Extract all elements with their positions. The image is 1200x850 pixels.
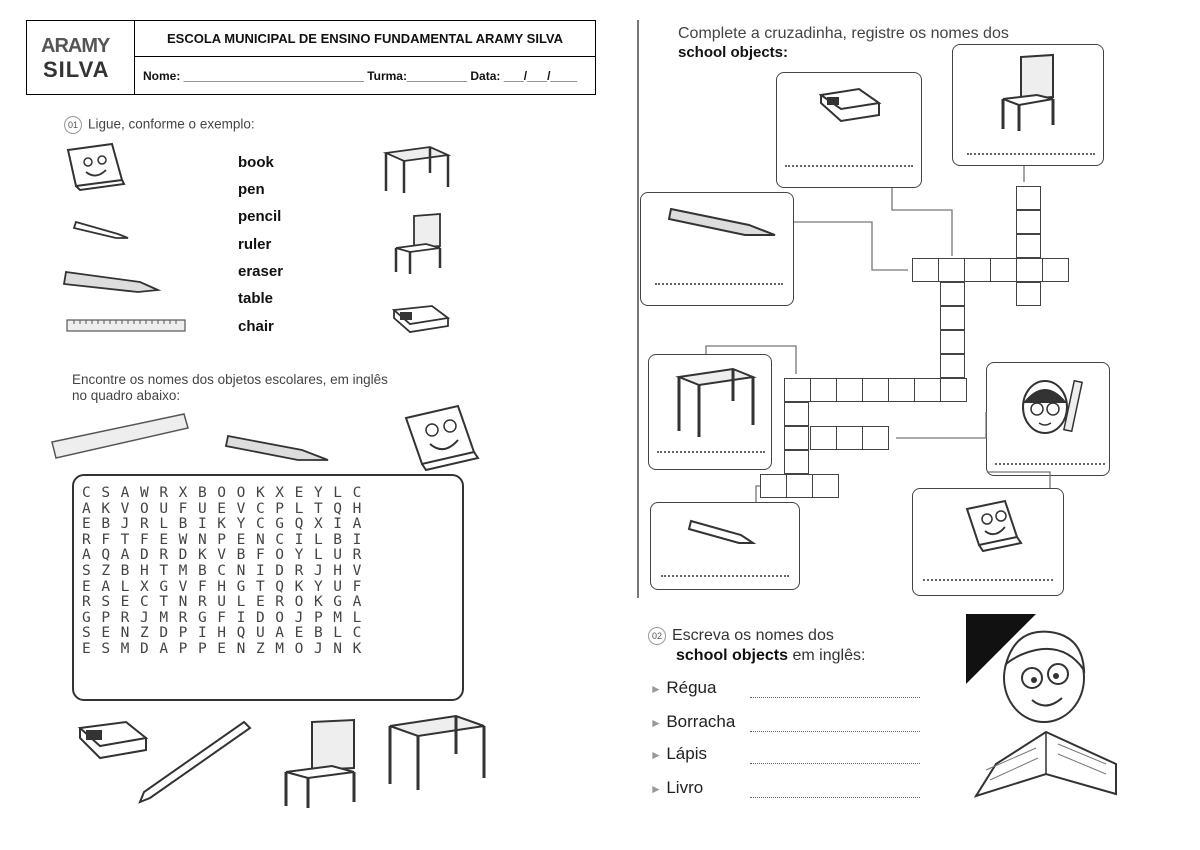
logo-line1: ARAMY: [41, 35, 110, 57]
list-item: ► Lápis: [650, 744, 707, 763]
item-label: Lápis: [666, 744, 707, 763]
crossword-cell[interactable]: [1016, 282, 1041, 306]
page-divider: [637, 20, 639, 598]
wordsearch-grid[interactable]: [82, 486, 372, 658]
book-icon: [60, 140, 132, 192]
exercise2-number: 02: [648, 627, 666, 645]
grid-row[interactable]: CSAWRXBOOKXEYLC: [82, 485, 372, 501]
list-item: ► Borracha: [650, 712, 736, 731]
crossword-cell[interactable]: [836, 426, 863, 450]
school-header: [26, 20, 596, 95]
ruler-icon: [66, 318, 188, 334]
pen-icon: [72, 212, 132, 242]
crossword-cell[interactable]: [862, 378, 889, 402]
crossword-cell[interactable]: [888, 378, 915, 402]
grid-row[interactable]: EBJRLBIKYCGQXIA: [82, 516, 372, 533]
word-chair: chair: [238, 318, 274, 335]
crossword-cell[interactable]: [786, 474, 813, 498]
school-name: ESCOLA MUNICIPAL DE ENSINO FUNDAMENTAL ARAMY SILVA: [135, 21, 595, 57]
word-ruler: ruler: [238, 236, 272, 253]
wordsearch-instruction-line2: no quadro abaixo:: [72, 388, 181, 403]
chair-illustration: [282, 718, 364, 810]
item-label: Livro: [666, 778, 704, 797]
answer-line[interactable]: [750, 730, 920, 732]
word-table: table: [238, 290, 274, 307]
table-icon: [382, 143, 452, 195]
pencil-icon: [62, 266, 162, 296]
list-item: ► Livro: [650, 778, 704, 797]
crossword-cell[interactable]: [784, 402, 809, 426]
crossword-cell[interactable]: [940, 354, 965, 378]
logo-line2: SILVA: [43, 57, 110, 82]
answer-line[interactable]: [750, 796, 920, 798]
crossword-cell[interactable]: [940, 282, 965, 306]
boy-reading-illustration: [966, 614, 1126, 804]
pen-illustration: [136, 716, 254, 806]
student-info-fields[interactable]: Nome: ___________________________ Turma:_________ Data: ___/___/____: [143, 69, 578, 83]
wordsearch-instruction-line1: Encontre os nomes dos objetos escolares, em inglês: [72, 372, 388, 387]
crossword-cell[interactable]: [990, 258, 1017, 282]
grid-row[interactable]: RSECTNRULEROKGA: [82, 594, 372, 611]
crossword-cell[interactable]: [784, 378, 811, 402]
wordsearch-instruction: [72, 372, 388, 404]
book-illustration: [400, 402, 482, 472]
grid-row[interactable]: SENZDPIHQUAEBLC: [82, 625, 372, 642]
crossword-connectors: [640, 20, 1140, 600]
crossword-instruction-line2: school objects:: [678, 44, 789, 61]
list-item: ► Régua: [650, 678, 717, 697]
exercise2-instruction-line1: Escreva os nomes dos: [672, 627, 834, 644]
exercise1-number: 01: [64, 116, 82, 134]
grid-row[interactable]: GPRJMRGFIDOJPML: [82, 609, 372, 626]
crossword-cell[interactable]: [1016, 234, 1041, 258]
exercise2-heading: [648, 626, 865, 666]
school-logo: [27, 21, 135, 94]
crossword-cell[interactable]: [940, 306, 965, 330]
grid-row[interactable]: AQADRDKVBFOYLUR: [82, 547, 372, 564]
pencil-illustration: [224, 428, 332, 466]
crossword-cell[interactable]: [836, 378, 863, 402]
exercise2-instruction-tail: em inglês:: [792, 647, 866, 664]
crossword-cell[interactable]: [1016, 186, 1041, 210]
crossword-cell[interactable]: [784, 426, 809, 450]
crossword-cell[interactable]: [1016, 258, 1043, 282]
crossword-cell[interactable]: [810, 378, 837, 402]
word-book: book: [238, 154, 274, 171]
chair-icon: [390, 212, 450, 274]
item-label: Régua: [666, 678, 717, 697]
answer-line[interactable]: [750, 762, 920, 764]
grid-row[interactable]: RFTFEWNPENCILBI: [82, 531, 372, 548]
grid-row[interactable]: EALXGVFHGTQKYUF: [82, 578, 372, 595]
word-pencil: pencil: [238, 208, 282, 225]
crossword-cell[interactable]: [964, 258, 991, 282]
word-eraser: eraser: [238, 263, 284, 280]
grid-row[interactable]: SZBHTMBCNIDRJHV: [82, 562, 372, 579]
exercise1-instruction: Ligue, conforme o exemplo:: [88, 116, 255, 132]
exercise1-heading: [64, 116, 255, 134]
eraser-icon: [392, 304, 452, 334]
grid-row[interactable]: AKVOUFUEVCPLTQH: [82, 500, 372, 517]
crossword-cell[interactable]: [914, 378, 941, 402]
crossword-cell[interactable]: [940, 378, 967, 402]
item-label: Borracha: [666, 712, 736, 731]
crossword-cell[interactable]: [938, 258, 965, 282]
crossword-cell[interactable]: [912, 258, 939, 282]
crossword-cell[interactable]: [812, 474, 839, 498]
word-pen: pen: [238, 181, 265, 198]
answer-line[interactable]: [750, 696, 920, 698]
crossword-cell[interactable]: [940, 330, 965, 354]
crossword-cell[interactable]: [760, 474, 787, 498]
exercise2-instruction-bold: school objects: [676, 647, 789, 664]
ruler-illustration: [48, 408, 190, 466]
grid-row[interactable]: ESMDAPPENZMOJNK: [82, 640, 372, 657]
crossword-cell[interactable]: [784, 450, 809, 474]
crossword-cell[interactable]: [1042, 258, 1069, 282]
crossword-cell[interactable]: [862, 426, 889, 450]
crossword-instruction-line1: Complete a cruzadinha, registre os nomes dos: [678, 25, 1009, 42]
crossword-cell[interactable]: [1016, 210, 1041, 234]
table-illustration: [386, 712, 488, 792]
crossword-cell[interactable]: [810, 426, 837, 450]
